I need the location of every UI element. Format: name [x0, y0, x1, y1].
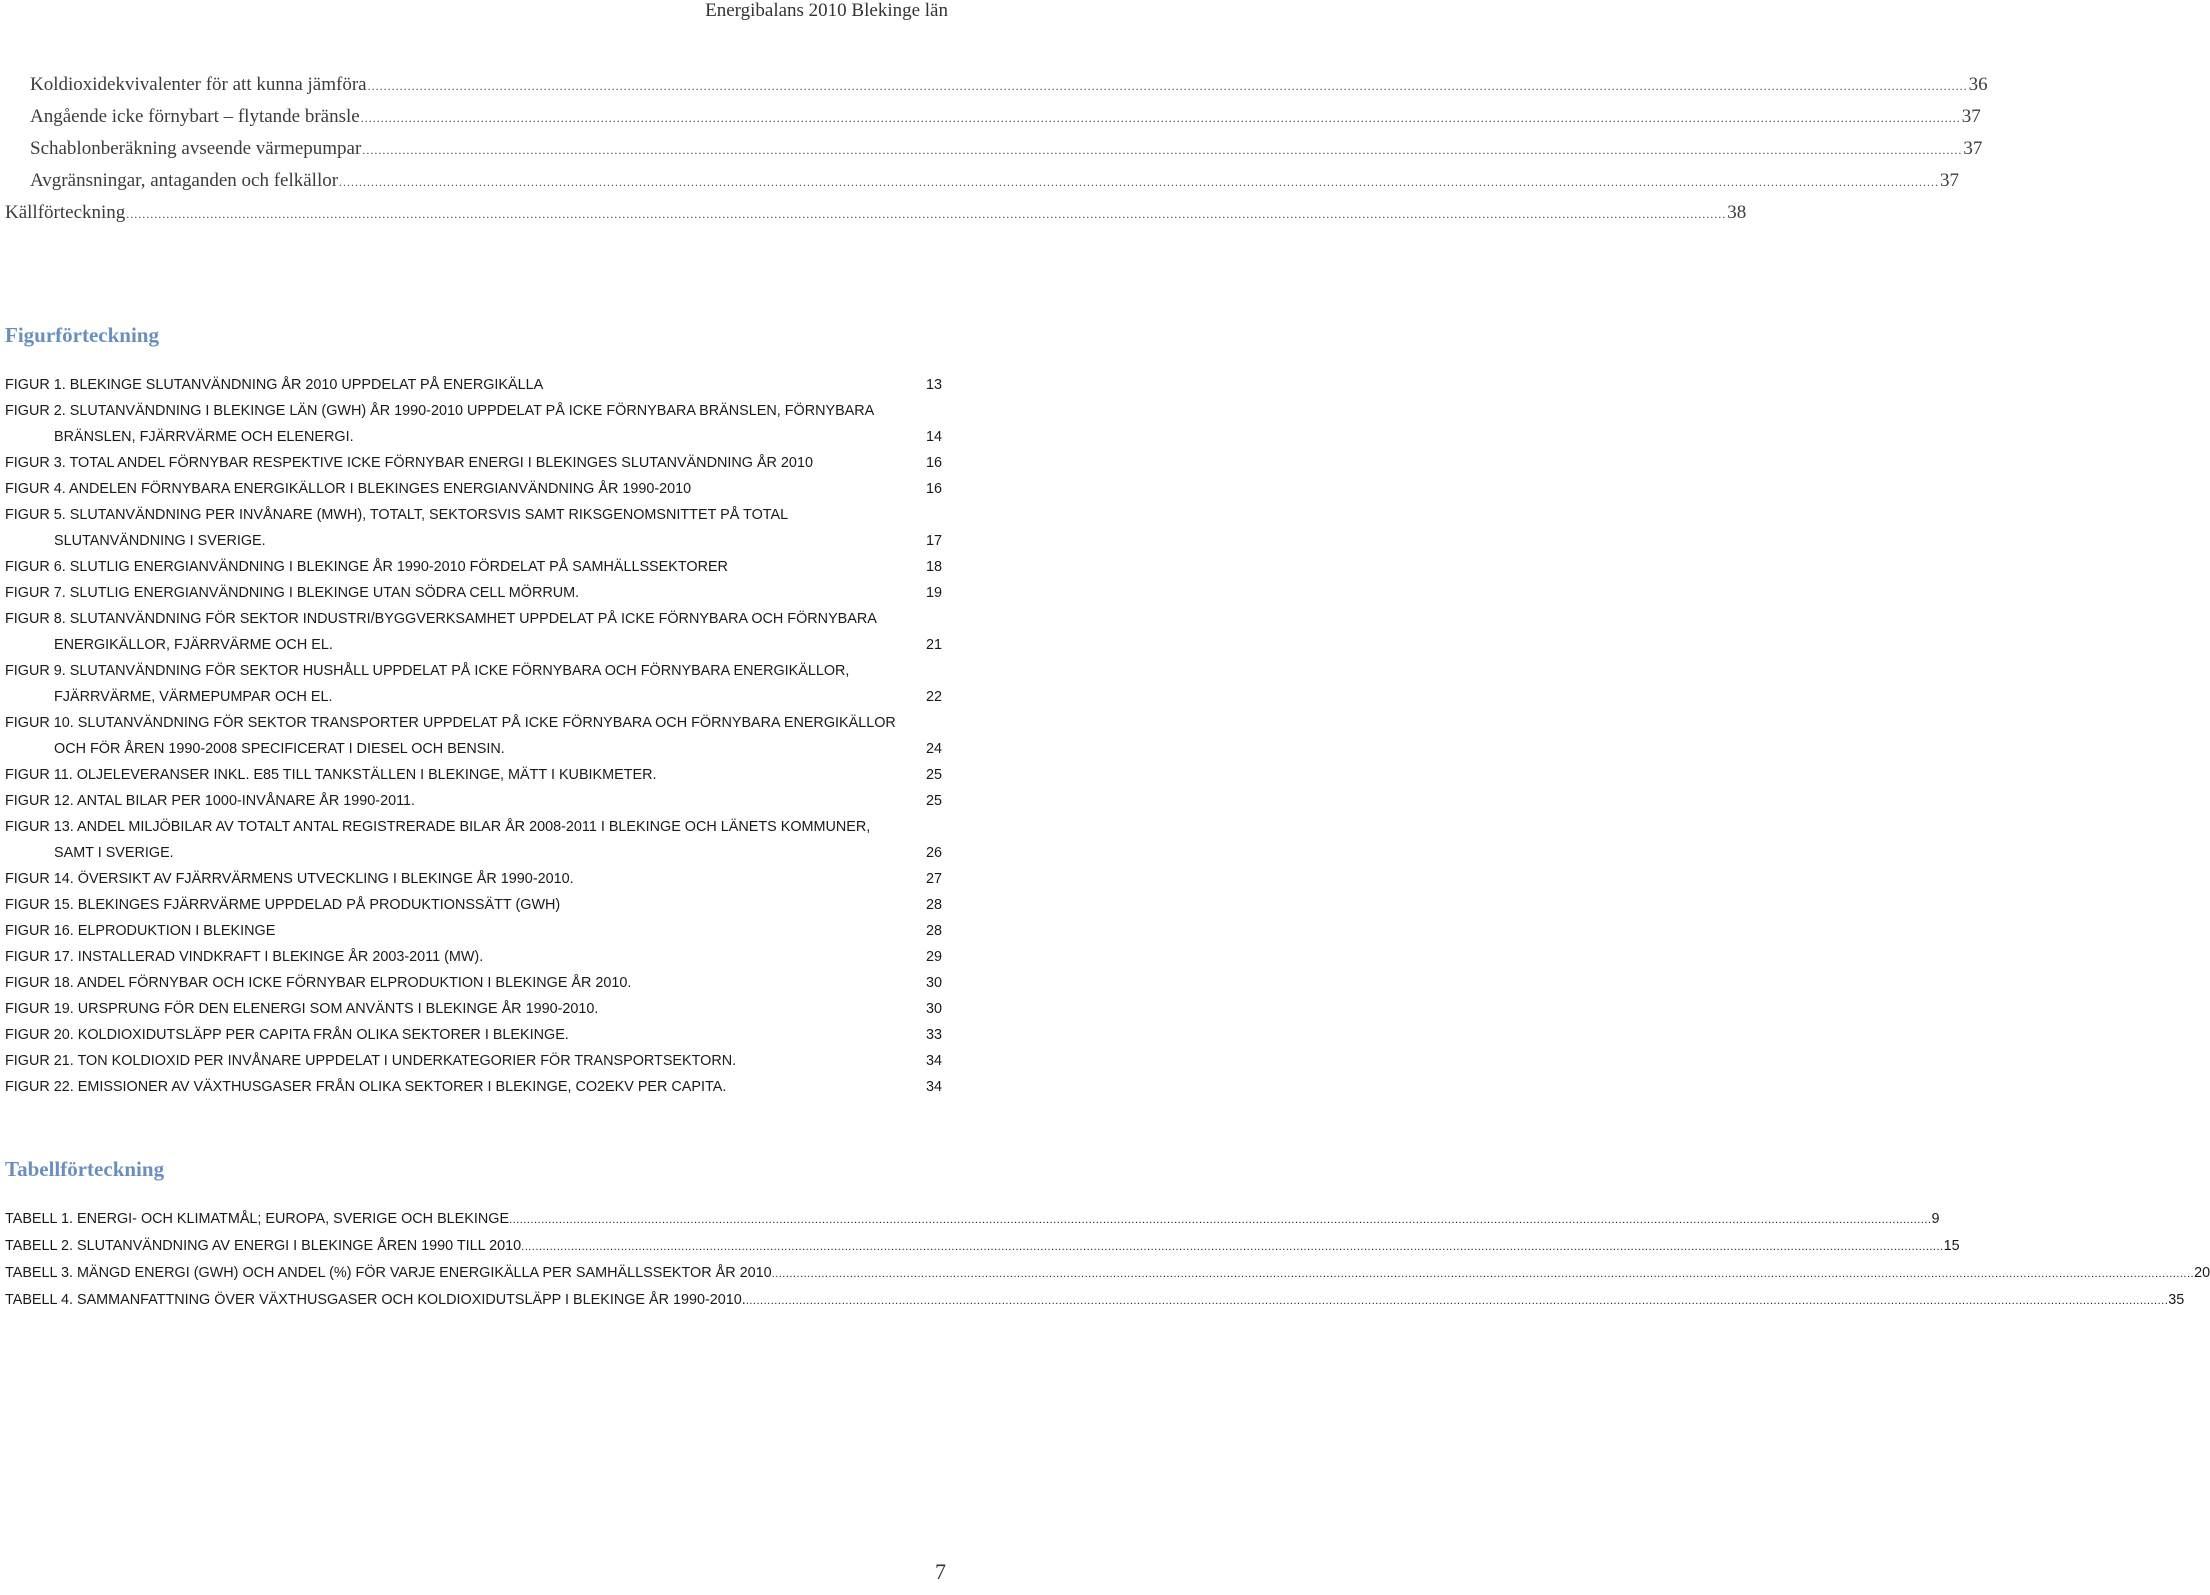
figure-entry-text: FIGUR 11. OLJELEVERANSER INKL. E85 TILL TANKSTÄLLEN I BLEKINGE, MÄTT I KUBIKMETER. — [5, 767, 657, 783]
figure-entry-text: FIGUR 6. SLUTLIG ENERGIANVÄNDNING I BLEKINGE ÅR 1990-2010 FÖRDELAT PÅ SAMHÄLLSSEKTORER — [5, 559, 728, 575]
toc-entry-page: 37 — [1961, 106, 1981, 127]
figure-list-entry[interactable] — [5, 450, 942, 476]
figure-entry-text: FIGUR 21. TON KOLDIOXID PER INVÅNARE UPPDELAT I UNDERKATEGORIER FÖR TRANSPORTSEKTORN. — [5, 1053, 737, 1069]
figure-list-entry[interactable] — [5, 762, 942, 788]
figure-list-heading: Figurförteckning — [5, 323, 159, 347]
toc-entry[interactable] — [0, 101, 1981, 133]
figure-list-entry[interactable] — [5, 658, 942, 710]
figure-entry-page: 18 — [925, 559, 942, 575]
figure-entry-text: FIGUR 18. ANDEL FÖRNYBAR OCH ICKE FÖRNYBAR ELPRODUKTION I BLEKINGE ÅR 2010. — [5, 975, 632, 991]
figure-entry-text: FIGUR 13. ANDEL MILJÖBILAR AV TOTALT ANTAL REGISTRERADE BILAR ÅR 2008-2011 I BLEKINGE OCH LÄNETS KOMMUNER, — [5, 819, 871, 835]
figure-entry-page: 34 — [925, 1053, 942, 1069]
dot-leader: ................................................................................................................................................................................................................................................................................................................................................................................................................ — [745, 1295, 2169, 1307]
table-entry-title: TABELL 4. SAMMANFATTNING ÖVER VÄXTHUSGASER OCH KOLDIOXIDUTSLÄPP I BLEKINGE ÅR 1990-2010. — [5, 1292, 746, 1308]
toc-entry-title: Avgränsningar, antaganden och felkällor — [30, 170, 339, 191]
figure-entry-text: OCH FÖR ÅREN 1990-2008 SPECIFICERAT I DIESEL OCH BENSIN. — [54, 741, 505, 757]
figure-entry-text: FIGUR 22. EMISSIONER AV VÄXTHUSGASER FRÅN OLIKA SEKTORER I BLEKINGE, CO2EKV PER CAPITA. — [5, 1079, 727, 1095]
figure-entry-page: 14 — [925, 429, 942, 445]
figure-list-entry[interactable] — [5, 788, 942, 814]
figure-list-entry[interactable] — [5, 398, 942, 450]
figure-entry-page: 29 — [925, 949, 942, 965]
figure-entry-text: FIGUR 12. ANTAL BILAR PER 1000-INVÅNARE ÅR 1990-2011. — [5, 793, 416, 809]
table-entry-title: TABELL 3. MÄNGD ENERGI (GWH) OCH ANDEL (%) FÖR VARJE ENERGIKÄLLA PER SAMHÄLLSSEKTOR ÅR 2010 — [5, 1265, 772, 1281]
figure-list-entry[interactable] — [5, 892, 942, 918]
figure-entry-text: FIGUR 20. KOLDIOXIDUTSLÄPP PER CAPITA FRÅN OLIKA SEKTORER I BLEKINGE. — [5, 1027, 569, 1043]
figure-entry-text: FIGUR 2. SLUTANVÄNDNING I BLEKINGE LÄN (GWH) ÅR 1990-2010 UPPDELAT PÅ ICKE FÖRNYBARA BRÄNSLEN, FÖRNYBARA — [5, 403, 875, 419]
figure-list-entry[interactable] — [5, 1074, 942, 1100]
toc-entry-page: 38 — [1727, 202, 1747, 223]
table-list-heading: Tabellförteckning — [5, 1157, 165, 1181]
figure-list-entry[interactable] — [5, 1048, 942, 1074]
figure-entry-page: 34 — [925, 1079, 942, 1095]
table-entry-page: 9 — [1931, 1211, 1940, 1227]
figure-entry-page: 24 — [925, 741, 942, 757]
toc-entry[interactable] — [0, 69, 1988, 101]
figure-entry-page: 22 — [925, 689, 942, 705]
figure-entry-text: FJÄRRVÄRME, VÄRMEPUMPAR OCH EL. — [54, 689, 333, 705]
figure-entry-page: 28 — [925, 923, 942, 939]
table-entry-title: TABELL 2. SLUTANVÄNDNING AV ENERGI I BLEKINGE ÅREN 1990 TILL 2010 — [5, 1238, 522, 1254]
table-entry-title: TABELL 1. ENERGI- OCH KLIMATMÅL; EUROPA, SVERIGE OCH BLEKINGE — [5, 1211, 510, 1227]
figure-list — [5, 372, 942, 1100]
figure-entry-page: 21 — [925, 637, 942, 653]
figure-entry-text: FIGUR 9. SLUTANVÄNDNING FÖR SEKTOR HUSHÅLL UPPDELAT PÅ ICKE FÖRNYBARA OCH FÖRNYBARA ENERGIKÄLLOR, — [5, 663, 850, 679]
figure-entry-page: 16 — [925, 481, 942, 497]
figure-list-entry[interactable] — [5, 918, 942, 944]
table-entry-page: 35 — [2168, 1292, 2185, 1308]
figure-entry-page: 33 — [925, 1027, 942, 1043]
toc-entry-page: 36 — [1968, 74, 1988, 95]
dot-leader: ................................................................................................................................................................................................................................................................................................................................................................................................................ — [509, 1214, 1932, 1226]
toc-entry[interactable] — [0, 165, 1960, 197]
figure-list-entry[interactable] — [5, 1022, 942, 1048]
figure-entry-text: FIGUR 17. INSTALLERAD VINDKRAFT I BLEKINGE ÅR 2003-2011 (MW). — [5, 949, 484, 965]
figure-list-entry[interactable] — [5, 996, 942, 1022]
toc-entry-page: 37 — [1940, 170, 1960, 191]
toc-entry-title: Schablonberäkning avseende värmepumpar — [30, 138, 362, 159]
page-number: 7 — [935, 1559, 946, 1584]
dot-leader: ................................................................................................................................................................................................................................................................................................................................................................................................................ — [339, 175, 1940, 189]
figure-entry-text: FIGUR 14. ÖVERSIKT AV FJÄRRVÄRMENS UTVECKLING I BLEKINGE ÅR 1990-2010. — [5, 871, 574, 887]
figure-entry-page: 26 — [925, 845, 942, 861]
figure-list-entry[interactable] — [5, 554, 942, 580]
figure-entry-text: FIGUR 3. TOTAL ANDEL FÖRNYBAR RESPEKTIVE ICKE FÖRNYBAR ENERGI I BLEKINGES SLUTANVÄNDNING ÅR 2010 — [5, 455, 813, 471]
figure-list-entry[interactable] — [5, 944, 942, 970]
table-list-entry[interactable] — [5, 1206, 1940, 1233]
figure-entry-text: FIGUR 5. SLUTANVÄNDNING PER INVÅNARE (MWH), TOTALT, SEKTORSVIS SAMT RIKSGENOMSNITTET PÅ TOTAL — [5, 507, 789, 523]
figure-entry-page: 16 — [925, 455, 942, 471]
figure-entry-text: ENERGIKÄLLOR, FJÄRRVÄRME OCH EL. — [54, 637, 333, 653]
figure-entry-page: 25 — [925, 793, 942, 809]
toc-entry-title: Angående icke förnybart – flytande bränsle — [30, 106, 360, 127]
dot-leader: ................................................................................................................................................................................................................................................................................................................................................................................................................ — [126, 207, 1727, 221]
figure-entry-text: SLUTANVÄNDNING I SVERIGE. — [54, 533, 266, 549]
figure-list-entry[interactable] — [5, 710, 942, 762]
figure-list-entry[interactable] — [5, 866, 942, 892]
table-of-contents — [0, 69, 1988, 229]
toc-entry-title: Källförteckning — [5, 202, 126, 223]
figure-list-entry[interactable] — [5, 502, 942, 554]
figure-entry-text: FIGUR 8. SLUTANVÄNDNING FÖR SEKTOR INDUSTRI/BYGGVERKSAMHET UPPDELAT PÅ ICKE FÖRNYBARA OCH FÖRNYBARA — [5, 611, 877, 627]
toc-entry[interactable] — [0, 133, 1983, 165]
figure-entry-page: 28 — [925, 897, 942, 913]
page-header-title: Energibalans 2010 Blekinge län — [705, 0, 948, 21]
figure-entry-page: 19 — [925, 585, 942, 601]
figure-entry-text: FIGUR 4. ANDELEN FÖRNYBARA ENERGIKÄLLOR I BLEKINGES ENERGIANVÄNDNING ÅR 1990-2010 — [5, 481, 692, 497]
figure-list-entry[interactable] — [5, 970, 942, 996]
table-entry-page: 15 — [1943, 1238, 1960, 1254]
dot-leader: ................................................................................................................................................................................................................................................................................................................................................................................................................ — [367, 79, 1968, 93]
table-list-entry[interactable] — [5, 1233, 1960, 1260]
figure-list-entry[interactable] — [5, 814, 942, 866]
figure-list-entry[interactable] — [5, 580, 942, 606]
figure-entry-text: FIGUR 16. ELPRODUKTION I BLEKINGE — [5, 923, 276, 939]
table-entry-page: 20 — [2194, 1265, 2210, 1281]
figure-entry-text: FIGUR 19. URSPRUNG FÖR DEN ELENERGI SOM ANVÄNTS I BLEKINGE ÅR 1990-2010. — [5, 1001, 599, 1017]
figure-entry-page: 27 — [925, 871, 942, 887]
toc-entry[interactable] — [0, 197, 1747, 229]
figure-entry-page: 30 — [925, 975, 942, 991]
dot-leader: ................................................................................................................................................................................................................................................................................................................................................................................................................ — [362, 143, 1963, 157]
figure-entry-text: FIGUR 15. BLEKINGES FJÄRRVÄRME UPPDELAD PÅ PRODUKTIONSSÄTT (GWH) — [5, 897, 561, 913]
table-list-entry[interactable] — [5, 1287, 2185, 1314]
figure-entry-text: FIGUR 1. BLEKINGE SLUTANVÄNDNING ÅR 2010 UPPDELAT PÅ ENERGIKÄLLA — [5, 377, 544, 393]
figure-list-entry[interactable] — [5, 476, 942, 502]
figure-entry-page: 17 — [925, 533, 942, 549]
table-list-entry[interactable] — [5, 1260, 2210, 1287]
figure-list-entry[interactable] — [5, 606, 942, 658]
dot-leader: ................................................................................................................................................................................................................................................................................................................................................................................................................ — [521, 1241, 1944, 1253]
figure-entry-text: BRÄNSLEN, FJÄRRVÄRME OCH ELENERGI. — [54, 429, 354, 445]
dot-leader: ................................................................................................................................................................................................................................................................................................................................................................................................................ — [360, 111, 1961, 125]
table-list — [5, 1206, 2210, 1314]
toc-entry-page: 37 — [1963, 138, 1983, 159]
figure-entry-page: 25 — [925, 767, 942, 783]
figure-entry-text: FIGUR 10. SLUTANVÄNDNING FÖR SEKTOR TRANSPORTER UPPDELAT PÅ ICKE FÖRNYBARA OCH FÖRNYBARA ENERGIKÄLLOR — [5, 715, 896, 731]
figure-entry-page: 13 — [925, 377, 942, 393]
figure-list-entry[interactable] — [5, 372, 942, 398]
figure-entry-text: FIGUR 7. SLUTLIG ENERGIANVÄNDNING I BLEKINGE UTAN SÖDRA CELL MÖRRUM. — [5, 585, 580, 601]
dot-leader: ................................................................................................................................................................................................................................................................................................................................................................................................................ — [771, 1268, 2195, 1280]
figure-entry-text: SAMT I SVERIGE. — [54, 845, 174, 861]
figure-entry-page: 30 — [925, 1001, 942, 1017]
toc-entry-title: Koldioxidekvivalenter för att kunna jämföra — [30, 74, 367, 95]
